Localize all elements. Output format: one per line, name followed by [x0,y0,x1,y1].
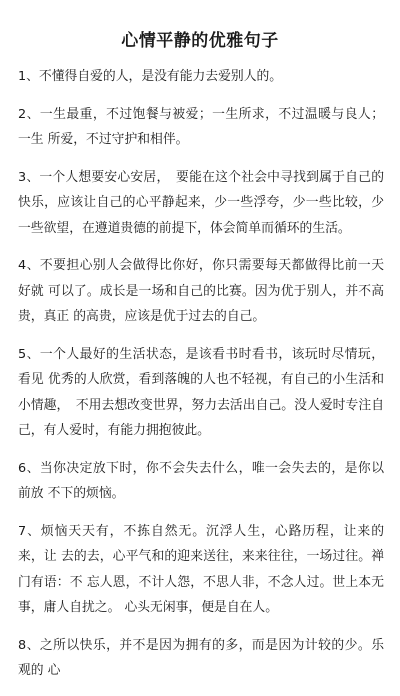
quote-item-7: 7、烦恼天天有，不拣自然无。沉浮人生，心路历程，让来的来，让 去的去，心平气和的迎来送往，来来往往，一场过往。禅门有语：不 忘人恩，不计人怨，不思人非，不念人过。世上本无事，庸人自扰之。 心头无闲事，便是自在人。 [18,523,384,615]
quote-item-2: 2、一生最重，不过饱餐与被爱；一生所求，不过温暖与良人；一生 所爱，不过守护和相伴。 [18,106,384,147]
quote-item-6: 6、当你决定放下时，你不会失去什么，唯一会失去的，是你以前放 不下的烦恼。 [18,460,384,501]
quote-item-3: 3、一个人想要安心安居， 要能在这个社会中寻找到属于自己的快乐，应该让自己的心平静起来，少一些浮夸，少一些比较，少一些欲望，在遵道贵德的前提下，体会简单而循环的生活。 [18,169,384,236]
quote-item-1: 1、不懂得自爱的人，是没有能力去爱别人的。 [18,69,283,84]
quote-list [18,64,384,696]
quote-item-8: 8、之所以快乐，并不是因为拥有的多，而是因为计较的少。乐观的 心 [18,637,384,678]
article-title: 心情平静的优雅句子 [121,31,279,51]
quote-item-4: 4、不要担心别人会做得比你好，你只需要每天都做得比前一天好就 可以了。成长是一场和自己的比赛。因为优于别人，并不高贵，真正 的高贵，应该是优于过去的自己。 [18,258,384,324]
quote-item-5: 5、一个人最好的生活状态，是该看书时看书，该玩时尽情玩，看见 优秀的人欣赏，看到落魄的人也不轻视，有自己的小生活和小情趣， 不用去想改变世界，努力去活出自己。没人爱时专注自己，有人爱时，有能力拥抱彼此。 [18,346,384,438]
